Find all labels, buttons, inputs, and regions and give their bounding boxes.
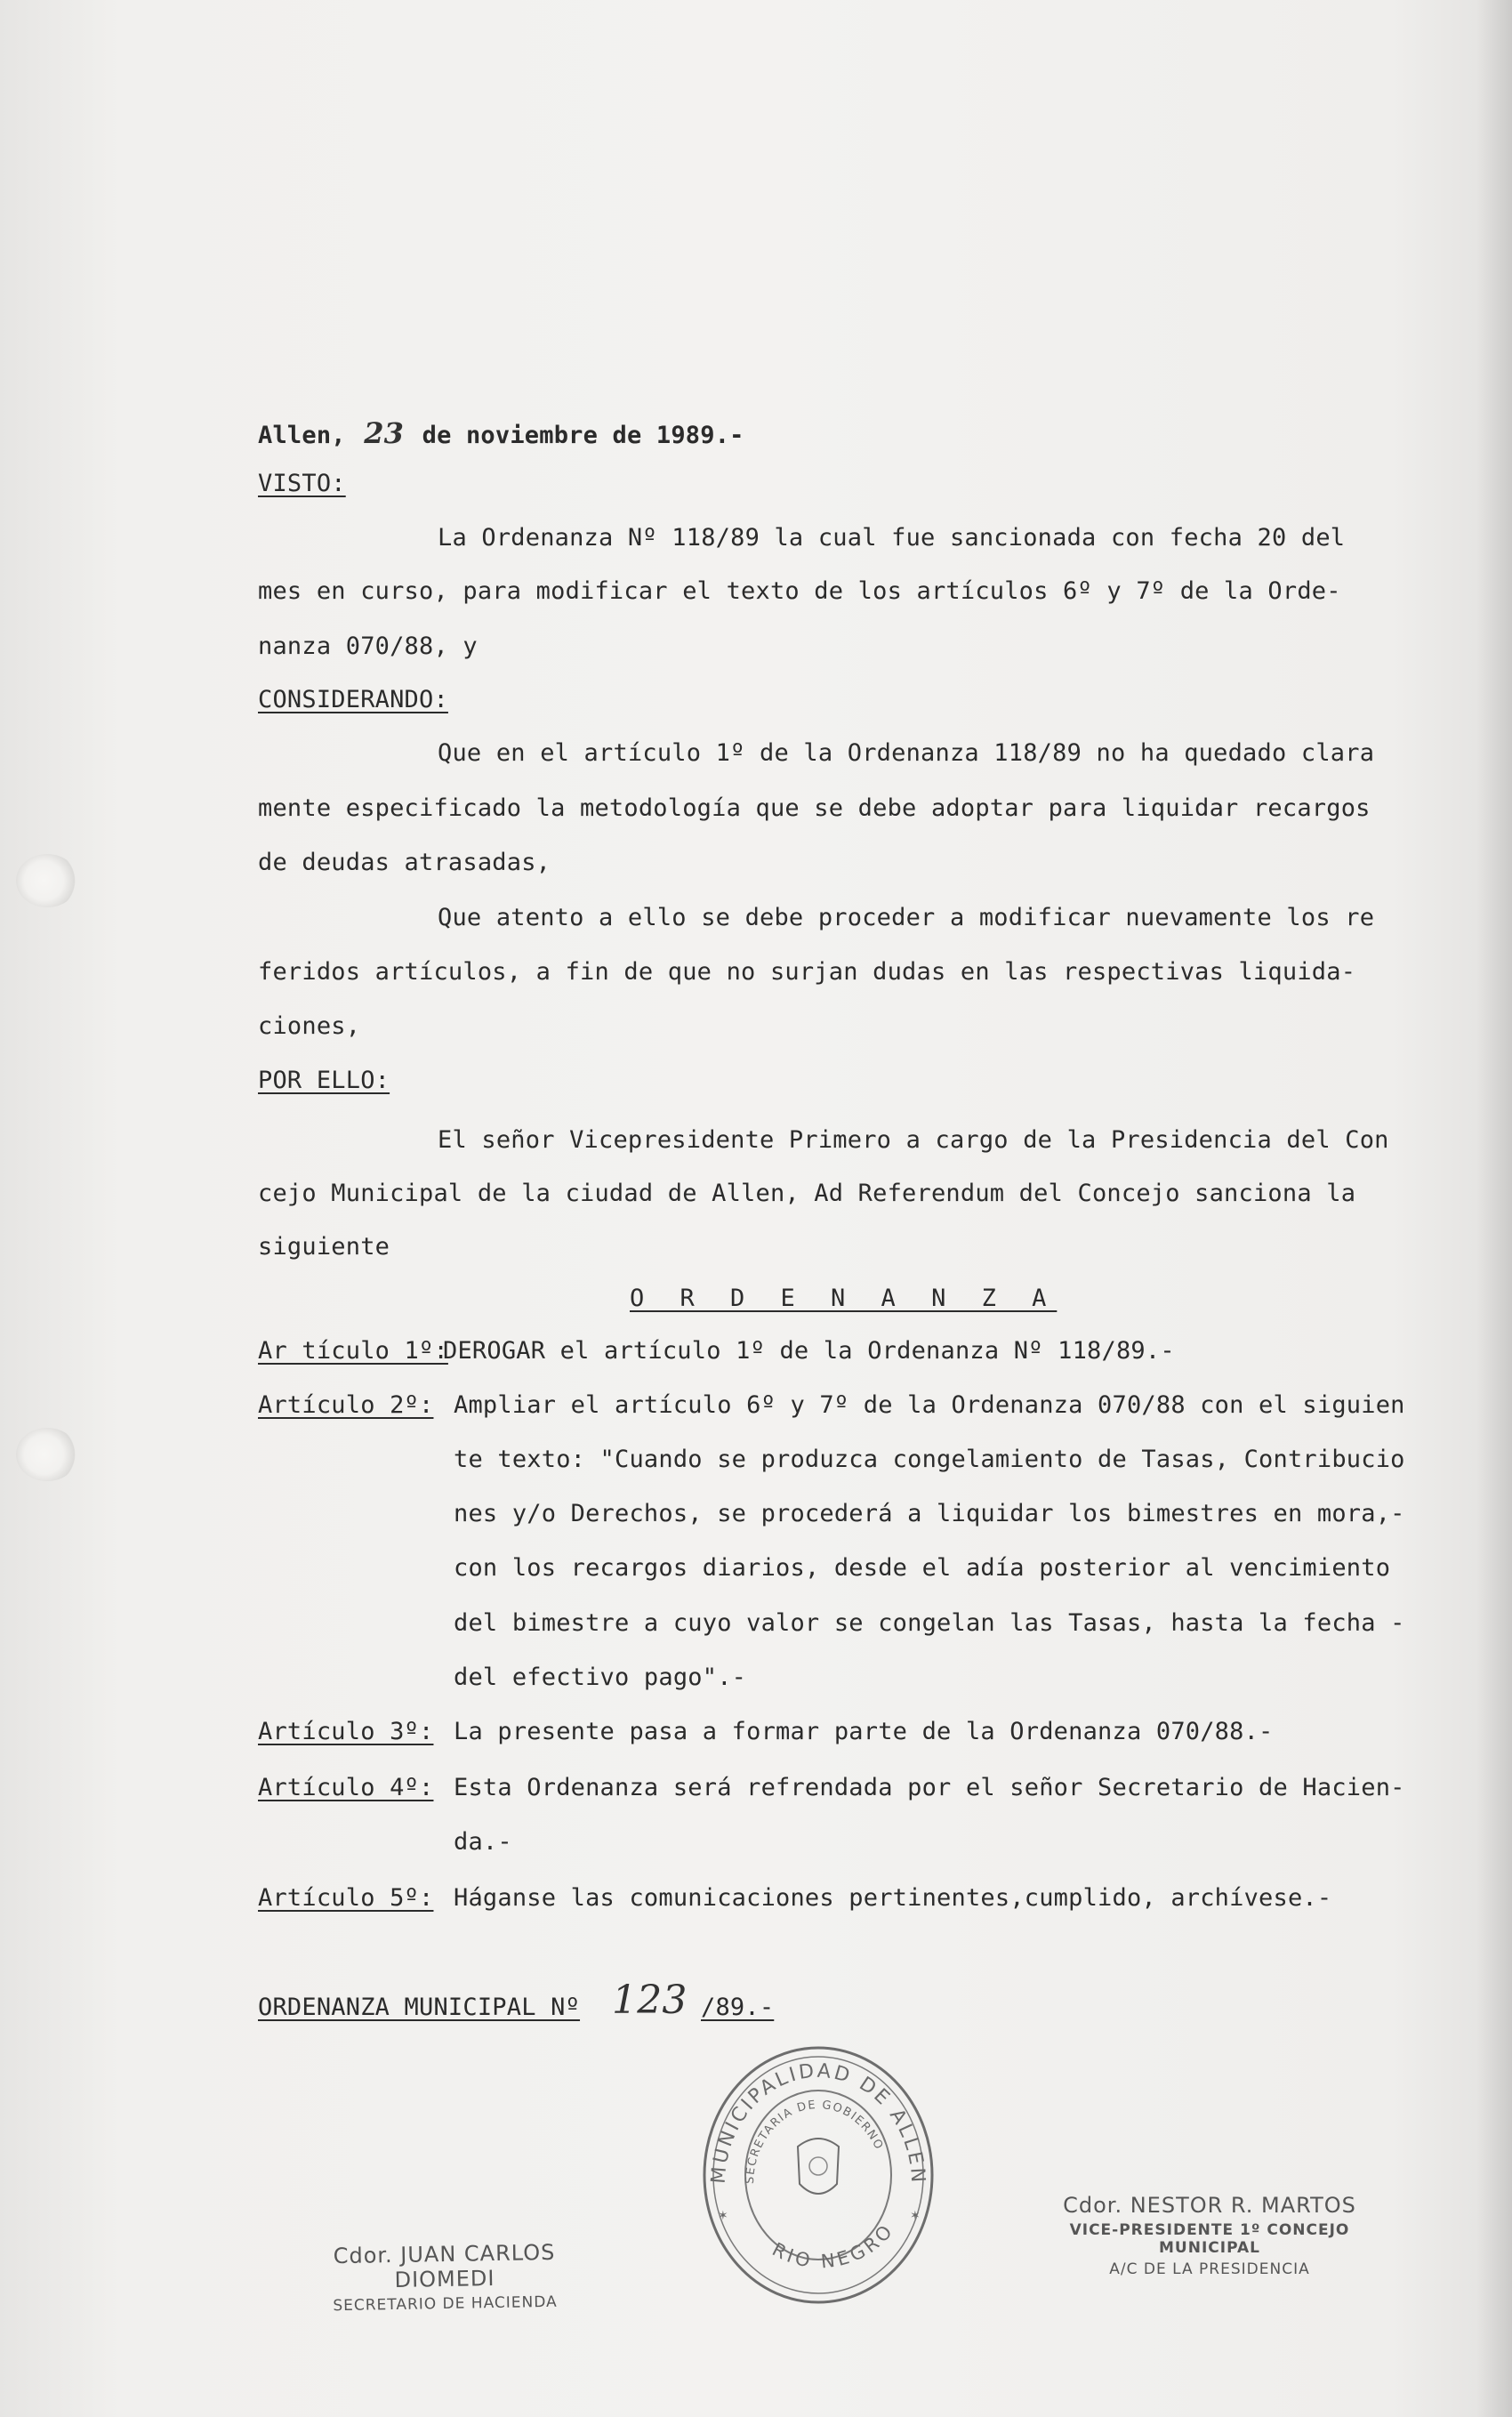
article-2-line: nes y/o Derechos, se procederá a liquidar los bimestres en mora,- (454, 1500, 1405, 1527)
considerando-line: Que en el artículo 1º de la Ordenanza 118/89 no ha quedado clara (438, 739, 1375, 767)
svg-text:SECRETARIA DE GOBIERNO (744, 2099, 886, 2184)
article-1-label: Ar tículo 1º: (258, 1337, 448, 1365)
handwritten-ordinance-number: 123 (612, 1978, 688, 2023)
star-icon: ✶ (718, 2209, 728, 2223)
seal-bottom-text: RIO NEGRO (768, 2218, 899, 2273)
visto-line: mes en curso, para modificar el texto de los artículos 6º y 7º de la Orde- (258, 577, 1341, 605)
ordinance-year: /89.- (701, 1994, 775, 2021)
svg-text:RIO NEGRO (768, 2219, 898, 2272)
article-2-label: Artículo 2º: (258, 1391, 434, 1419)
article-4-label: Artículo 4º: (258, 1774, 434, 1801)
article-2-line: del efectivo pago".- (454, 1664, 747, 1691)
place: Allen, (258, 422, 346, 449)
considerando-line: ciones, (258, 1012, 361, 1040)
article-5-label: Artículo 5º: (258, 1884, 434, 1912)
ordenanza-title: O R D E N A N Z A (630, 1285, 1058, 1312)
ordinance-number-label: ORDENANZA MUNICIPAL Nº (258, 1994, 581, 2021)
signature-name-left: Cdor. JUAN CARLOS DIOMEDI (333, 2239, 556, 2292)
visto-line: La Ordenanza Nº 118/89 la cual fue sancionada con fecha 20 del (438, 524, 1346, 552)
por-ello-line: siguiente (258, 1233, 390, 1261)
municipal-seal-stamp (698, 2042, 938, 2308)
seal-outer-text: MUNICIPALIDAD DE ALLEN (707, 2059, 929, 2186)
star-icon: ✶ (910, 2209, 921, 2223)
date-line (258, 418, 744, 451)
signature-block-right (1032, 2193, 1387, 2278)
punch-hole-top (16, 854, 78, 907)
article-4-line: Esta Ordenanza será refrendada por el señor Secretario de Hacien- (454, 1774, 1405, 1801)
considerando-heading: CONSIDERANDO: (258, 686, 448, 713)
article-3-label: Artículo 3º: (258, 1718, 434, 1745)
article-2-line: con los recargos diarios, desde el adía posterior al vencimiento (454, 1554, 1391, 1582)
considerando-line: mente especificado la metodología que se debe adoptar para liquidar recargos (258, 794, 1371, 822)
considerando-line: de deudas atrasadas, (258, 849, 551, 876)
date-rest: de noviembre de 1989.- (422, 422, 744, 449)
considerando-line: Que atento a ello se debe proceder a modificar nuevamente los re (438, 904, 1375, 931)
article-2-line: del bimestre a cuyo valor se congelan las Tasas, hasta la fecha - (454, 1609, 1405, 1637)
considerando-line: feridos artículos, a fin de que no surjan dudas en las respectivas liquida- (258, 958, 1356, 986)
punch-hole-bottom (16, 1428, 78, 1481)
signature-block-left (310, 2239, 578, 2315)
article-2-line: te texto: "Cuando se produzca congelamiento de Tasas, Contribucio (454, 1446, 1405, 1473)
article-1-text: DEROGAR el artículo 1º de la Ordenanza Nº 118/89.- (443, 1337, 1175, 1365)
shield-icon (798, 2139, 839, 2194)
svg-text:MUNICIPALIDAD DE ALLEN (708, 2060, 929, 2186)
article-5-text: Háganse las comunicaciones pertinentes,cumplido, archívese.- (454, 1884, 1332, 1912)
por-ello-heading: POR ELLO: (258, 1067, 390, 1094)
visto-line: nanza 070/88, y (258, 632, 478, 660)
page-edge-shadow (1476, 0, 1512, 2417)
signature-name-right: Cdor. NESTOR R. MARTOS (1063, 2193, 1356, 2218)
signature-role-left: SECRETARIO DE HACIENDA (333, 2292, 558, 2316)
article-4-line: da.- (454, 1828, 512, 1856)
seal-inner-text: SECRETARIA DE GOBIERNO (743, 2098, 886, 2185)
por-ello-line: El señor Vicepresidente Primero a cargo de la Presidencia del Con (438, 1126, 1389, 1154)
signature-role-right: VICE-PRESIDENTE 1º CONCEJO MUNICIPAL (1069, 2221, 1350, 2257)
por-ello-line: cejo Municipal de la ciudad de Allen, Ad Referendum del Concejo sanciona la (258, 1180, 1356, 1207)
handwritten-day: 23 (364, 416, 405, 450)
article-2-line: Ampliar el artículo 6º y 7º de la Ordenanza 070/88 con el siguien (454, 1391, 1405, 1419)
signature-role-right-2: A/C DE LA PRESIDENCIA (1109, 2260, 1310, 2278)
article-3-text: La presente pasa a formar parte de la Ordenanza 070/88.- (454, 1718, 1274, 1745)
visto-heading: VISTO: (258, 470, 346, 497)
